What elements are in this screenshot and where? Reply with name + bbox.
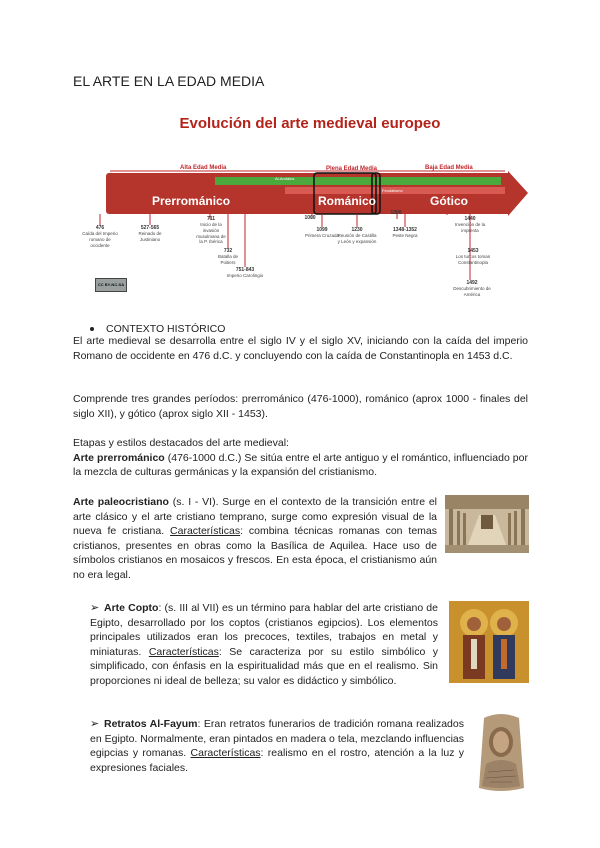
coptic-icon-image xyxy=(449,601,529,683)
event-1000: 1000 xyxy=(304,215,316,221)
paragraph-6-b: : realismo en el rostro, atención a la luz y expresiones faciales. xyxy=(90,747,465,774)
paragraph-6-bold: Retratos Al-Fayum xyxy=(104,718,198,730)
period-baja: Baja Edad Media xyxy=(425,165,473,171)
fayum-portrait-image xyxy=(474,712,529,792)
event-476: 476 Caída del Imperio romano de occidente xyxy=(82,225,118,248)
paragraph-5-underline: Características xyxy=(148,645,219,658)
paragraph-5-bold: Arte Copto xyxy=(104,602,159,614)
event-732: 732 Batalla de Poitiers xyxy=(217,248,238,265)
style-gotico: Gótico xyxy=(430,194,468,208)
page-heading: EL ARTE EN LA EDAD MEDIA xyxy=(73,73,265,89)
paragraph-4-a: (s. I - VI). Surge en el contexto de la transición entre el arte clásico y el arte cristiano temprano, surge como expresión visual de la nueva fe cristiana. xyxy=(73,496,437,538)
basilica-image xyxy=(445,495,529,553)
paragraph-2: Comprende tres grandes períodos: prerrománico (476-1000), románico (aprox 1000 - finales del siglo XII), y gótico (aprox siglo XII - 1453). xyxy=(73,393,528,420)
paragraph-1: El arte medieval se desarrolla entre el siglo IV y el siglo XV, iniciando con la caída del imperio Romano de occidente en 476 d.C. y concluyendo con la caída de Constantinopla en 1453 d.C. xyxy=(73,335,528,362)
event-1348: 1348-1352 Peste Negra xyxy=(392,227,418,239)
event-711: 711 Inicio de la invasión musulmana de la P. Ibérica xyxy=(196,216,226,245)
paragraph-4-underline: Características xyxy=(170,525,241,538)
paragraph-6 xyxy=(90,717,464,775)
event-751: 751-843 Imperio Carolingio xyxy=(226,267,264,279)
period-alta: Alta Edad Media xyxy=(180,165,227,171)
paragraph-6-underline: Características xyxy=(190,747,261,760)
event-1230: 1230 Reunión de Castilla y León y expansión xyxy=(337,227,377,244)
paragraph-3 xyxy=(73,436,528,480)
paragraph-3-intro: Etapas y estilos destacados del arte medieval: xyxy=(73,437,289,449)
paragraph-6-a: : Eran retratos funerarios de tradición romana realizados en Egipto. Normalmente, eran pintados en madera o tela, mezclando influencias egipcias y romanas. xyxy=(90,718,464,760)
paragraph-3-bold: Arte prerrománico xyxy=(73,451,165,464)
event-1300: 1300 xyxy=(390,210,402,216)
band-green-label: Al-Andalus xyxy=(275,176,295,181)
paragraph-4 xyxy=(73,495,437,583)
license-badge: CC BY-NC-SA xyxy=(95,278,127,292)
event-1099: 1099 Primera Cruzada xyxy=(304,227,339,239)
event-1492: 1492 Descubrimiento de América xyxy=(453,280,491,297)
paragraph-5-b: : Se caracteriza por su estilo simbólico y simplificado, con énfasis en la espiritualidad más que en el realismo. Sin proporciones ni ideal de belleza; su valor es didáctico y simbólico. xyxy=(90,645,438,687)
style-prerromanico: Prerrománico xyxy=(152,194,231,208)
arrow-bullet-icon: ➢ xyxy=(90,602,100,614)
paragraph-3-rest: (476-1000 d.C.) Se sitúa entre el arte antiguo y el romántico, influenciado por la mezcla de culturas germánicas y la expansión del cristianismo. xyxy=(73,451,528,479)
timeline-title: Evolución del arte medieval europeo xyxy=(179,115,441,132)
period-plena: Plena Edad Media xyxy=(326,166,378,172)
event-527: 527-565 Reinado de Justiniano xyxy=(138,225,162,242)
paragraph-4-b: : combina técnicas romanas con temas cristianos, presentes en obras como la Basílica de Aquilea. Hace uso de símbolos cristianos en mosaicos y frescos. En esta época, el cristianismo aún no era legal. xyxy=(73,525,437,581)
paragraph-5-a: : (s. III al VII) es un término para hablar del arte cristiano de Egipto, desarrollado por los coptos (cristianos egipcios). Los elementos principales utilizados eran los precoces, textiles, trabajos en metal y miniaturas. xyxy=(90,602,438,658)
bullet-dot-icon xyxy=(90,327,94,331)
paragraph-4-bold: Arte paleocristiano xyxy=(73,496,169,508)
event-1453: 1453 Los turcos toman Constantinopla xyxy=(455,248,491,265)
arrow-bullet-icon: ➢ xyxy=(90,718,100,730)
bullet-text: CONTEXTO HISTÓRICO xyxy=(106,323,226,335)
style-romanico: Románico xyxy=(318,194,377,208)
paragraph-5 xyxy=(90,601,438,689)
event-1440: 1440 Invención de la imprenta xyxy=(454,216,486,233)
timeline-graphic xyxy=(90,115,530,305)
band-red-label: Feudalismo xyxy=(382,188,403,193)
timeline-infographic xyxy=(82,115,530,305)
